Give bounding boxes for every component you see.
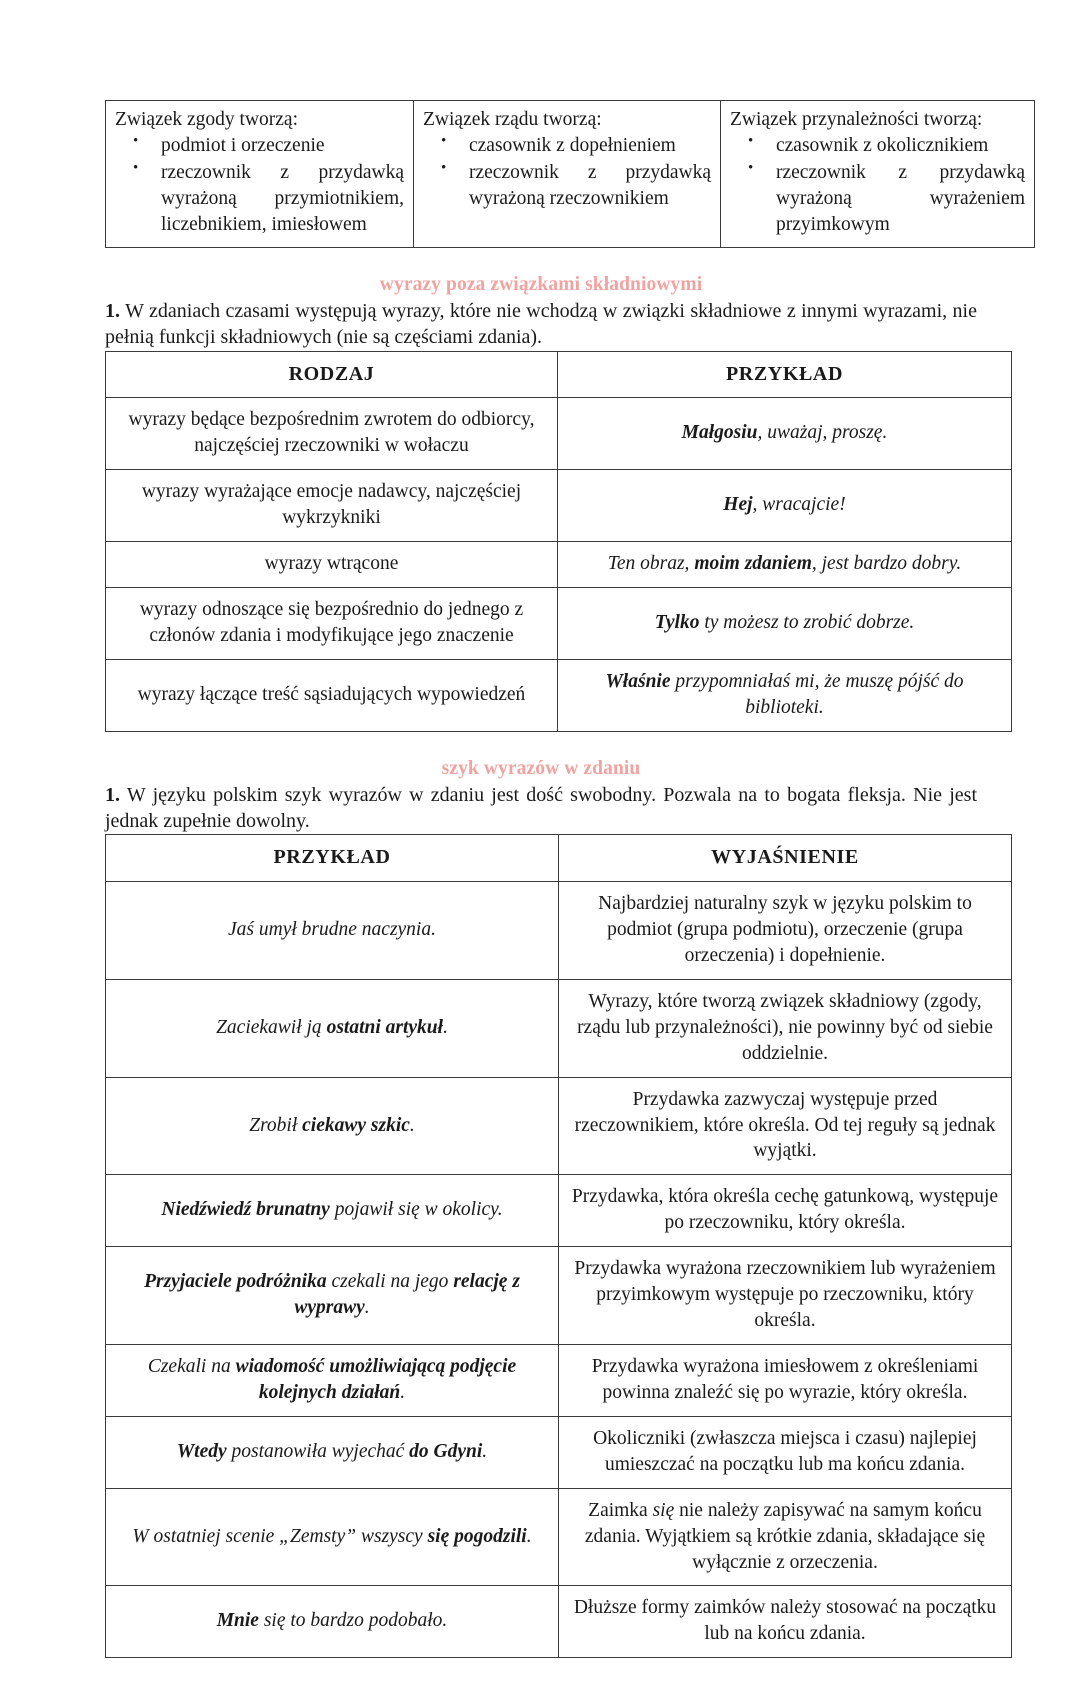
- cell-wyjasnienie: Wyrazy, które tworzą związek składniowy (zgody, rządu lub przynależności), nie powinny być od siebie oddzielnie.: [559, 979, 1012, 1077]
- table-row: [106, 1077, 1012, 1175]
- cell-przyklad: Przyjaciele podróżnika czekali na jego relację z wyprawy.: [106, 1247, 559, 1345]
- table-header-row: [106, 835, 1012, 882]
- cell-wyjasnienie: Zaimka się nie należy zapisywać na samym końcu zdania. Wyjątkiem są krótkie zdania, składające się wyłącznie z orzeczenia.: [559, 1488, 1012, 1586]
- cell-wyjasnienie: Okoliczniki (zwłaszcza miejsca i czasu) najlepiej umieszczać na początku lub ma końcu zdania.: [559, 1416, 1012, 1488]
- cell-przyklad: Zrobił ciekawy szkic.: [106, 1077, 559, 1175]
- cell-przyklad: Zaciekawił ją ostatni artykuł.: [106, 979, 559, 1077]
- column-header-przyklad: PRZYKŁAD: [106, 835, 559, 882]
- table-row: [106, 659, 1012, 731]
- list-item: • podmiot i orzeczenie: [161, 133, 404, 159]
- cell-wyjasnienie: Przydawka, która określa cechę gatunkową, występuje po rzeczowniku, który określa.: [559, 1175, 1012, 1247]
- cell-wyjasnienie: Przydawka zazwyczaj występuje przed rzeczownikiem, które określa. Od tej reguły są jednak wyjątki.: [559, 1077, 1012, 1175]
- paragraph-text: W zdaniach czasami występują wyrazy, które nie wchodzą w związki składniowe z innymi wyrazami, nie pełnią funkcji składniowych (nie są częściami zdania).: [105, 300, 977, 349]
- list-item: • rzeczownik z przydawką wyrażoną przymiotnikiem, liczebnikiem, imiesłowem: [161, 160, 404, 238]
- list-item: • rzeczownik z przydawką wyrażoną rzeczownikiem: [469, 160, 711, 212]
- table-row: [106, 1488, 1012, 1586]
- relation-lead-zgody: Związek zgody tworzą:: [115, 109, 299, 130]
- table-row: [106, 1247, 1012, 1345]
- relation-column-przynaleznosci: [721, 101, 1035, 248]
- table-row: [106, 470, 1012, 542]
- column-header-rodzaj: RODZAJ: [106, 351, 558, 398]
- cell-przyklad: Niedźwiedź brunatny pojawił się w okolicy.: [106, 1175, 559, 1247]
- column-header-przyklad: PRZYKŁAD: [558, 351, 1012, 398]
- cell-przyklad: Ten obraz, moim zdaniem, jest bardzo dobry.: [558, 542, 1012, 588]
- list-item: • rzeczownik z przydawką wyrażoną wyrażeniem przyimkowym: [776, 160, 1025, 238]
- section-two-paragraph: [105, 782, 977, 835]
- cell-przyklad: Tylko ty możesz to zrobić dobrze.: [558, 588, 1012, 660]
- list-item: • czasownik z okolicznikiem: [776, 133, 1025, 159]
- cell-przyklad: Jaś umył brudne naczynia.: [106, 882, 559, 980]
- word-order-table: [105, 834, 1012, 1658]
- table-row: [106, 979, 1012, 1077]
- relation-lead-przynaleznosci: Związek przynależności tworzą:: [730, 109, 983, 130]
- table-row: [106, 542, 1012, 588]
- table-row: [106, 398, 1012, 470]
- relation-types-table: [105, 100, 1035, 248]
- cell-rodzaj: wyrazy wyrażające emocje nadawcy, najczęściej wykrzykniki: [106, 470, 558, 542]
- cell-wyjasnienie: Przydawka wyrażona imiesłowem z określeniami powinna znaleźć się po wyrazie, który określa.: [559, 1344, 1012, 1416]
- section-heading-wyrazy-poza-zwiazkami: wyrazy poza związkami składniowymi: [379, 274, 703, 296]
- paragraph-text: W języku polskim szyk wyrazów w zdaniu jest dość swobodny. Pozwala na to bogata fleksja. Nie jest jednak zupełnie dowolny.: [105, 783, 977, 833]
- relation-lead-rzadu: Związek rządu tworzą:: [423, 109, 602, 130]
- cell-rodzaj: wyrazy będące bezpośrednim zwrotem do odbiorcy, najczęściej rzeczowniki w wołaczu: [106, 398, 558, 470]
- cell-przyklad: Wtedy postanowiła wyjechać do Gdyni.: [106, 1416, 559, 1488]
- section-one-paragraph: [105, 298, 977, 351]
- relation-column-zgody: [106, 101, 414, 248]
- table-row: [106, 882, 1012, 980]
- table-row: [106, 101, 1035, 248]
- cell-przyklad: Czekali na wiadomość umożliwiającą podjęcie kolejnych działań.: [106, 1344, 559, 1416]
- table-row: [106, 1416, 1012, 1488]
- cell-wyjasnienie: Przydawka wyrażona rzeczownikiem lub wyrażeniem przyimkowym występuje po rzeczowniku, który określa.: [559, 1247, 1012, 1345]
- cell-przyklad: Hej, wracajcie!: [558, 470, 1012, 542]
- cell-wyjasnienie: Dłuższe formy zaimków należy stosować na początku lub na końcu zdania.: [559, 1586, 1012, 1658]
- cell-rodzaj: wyrazy odnoszące się bezpośrednio do jednego z członów zdania i modyfikujące jego znaczenie: [106, 588, 558, 660]
- section-heading-szyk-wyrazow: szyk wyrazów w zdaniu: [441, 757, 641, 779]
- cell-przyklad: W ostatniej scenie „Zemsty” wszyscy się pogodzili.: [106, 1488, 559, 1586]
- paragraph-number: 1.: [105, 783, 120, 806]
- cell-przyklad: Mnie się to bardzo podobało.: [106, 1586, 559, 1658]
- cell-rodzaj: wyrazy wtrącone: [106, 542, 558, 588]
- column-header-wyjasnienie: WYJAŚNIENIE: [559, 835, 1012, 882]
- cell-wyjasnienie: Najbardziej naturalny szyk w języku polskim to podmiot (grupa podmiotu), orzeczenie (grupa orzeczenia) i dopełnienie.: [559, 882, 1012, 980]
- relation-list-przynaleznosci: [730, 133, 1025, 238]
- table-header-row: [106, 351, 1012, 398]
- relation-column-rzadu: [414, 101, 721, 248]
- relation-list-rzadu: [423, 133, 711, 212]
- relation-list-zgody: [115, 133, 404, 238]
- list-item: • czasownik z dopełnieniem: [469, 133, 711, 159]
- cell-rodzaj: wyrazy łączące treść sąsiadujących wypowiedzeń: [106, 659, 558, 731]
- cell-przyklad: Właśnie przypomniałaś mi, że muszę pójść do biblioteki.: [558, 659, 1012, 731]
- outside-relations-table: [105, 351, 1012, 732]
- table-row: [106, 1344, 1012, 1416]
- paragraph-number: 1.: [105, 300, 120, 323]
- table-row: [106, 1175, 1012, 1247]
- cell-przyklad: Małgosiu, uważaj, proszę.: [558, 398, 1012, 470]
- table-row: [106, 588, 1012, 660]
- table-row: [106, 1586, 1012, 1658]
